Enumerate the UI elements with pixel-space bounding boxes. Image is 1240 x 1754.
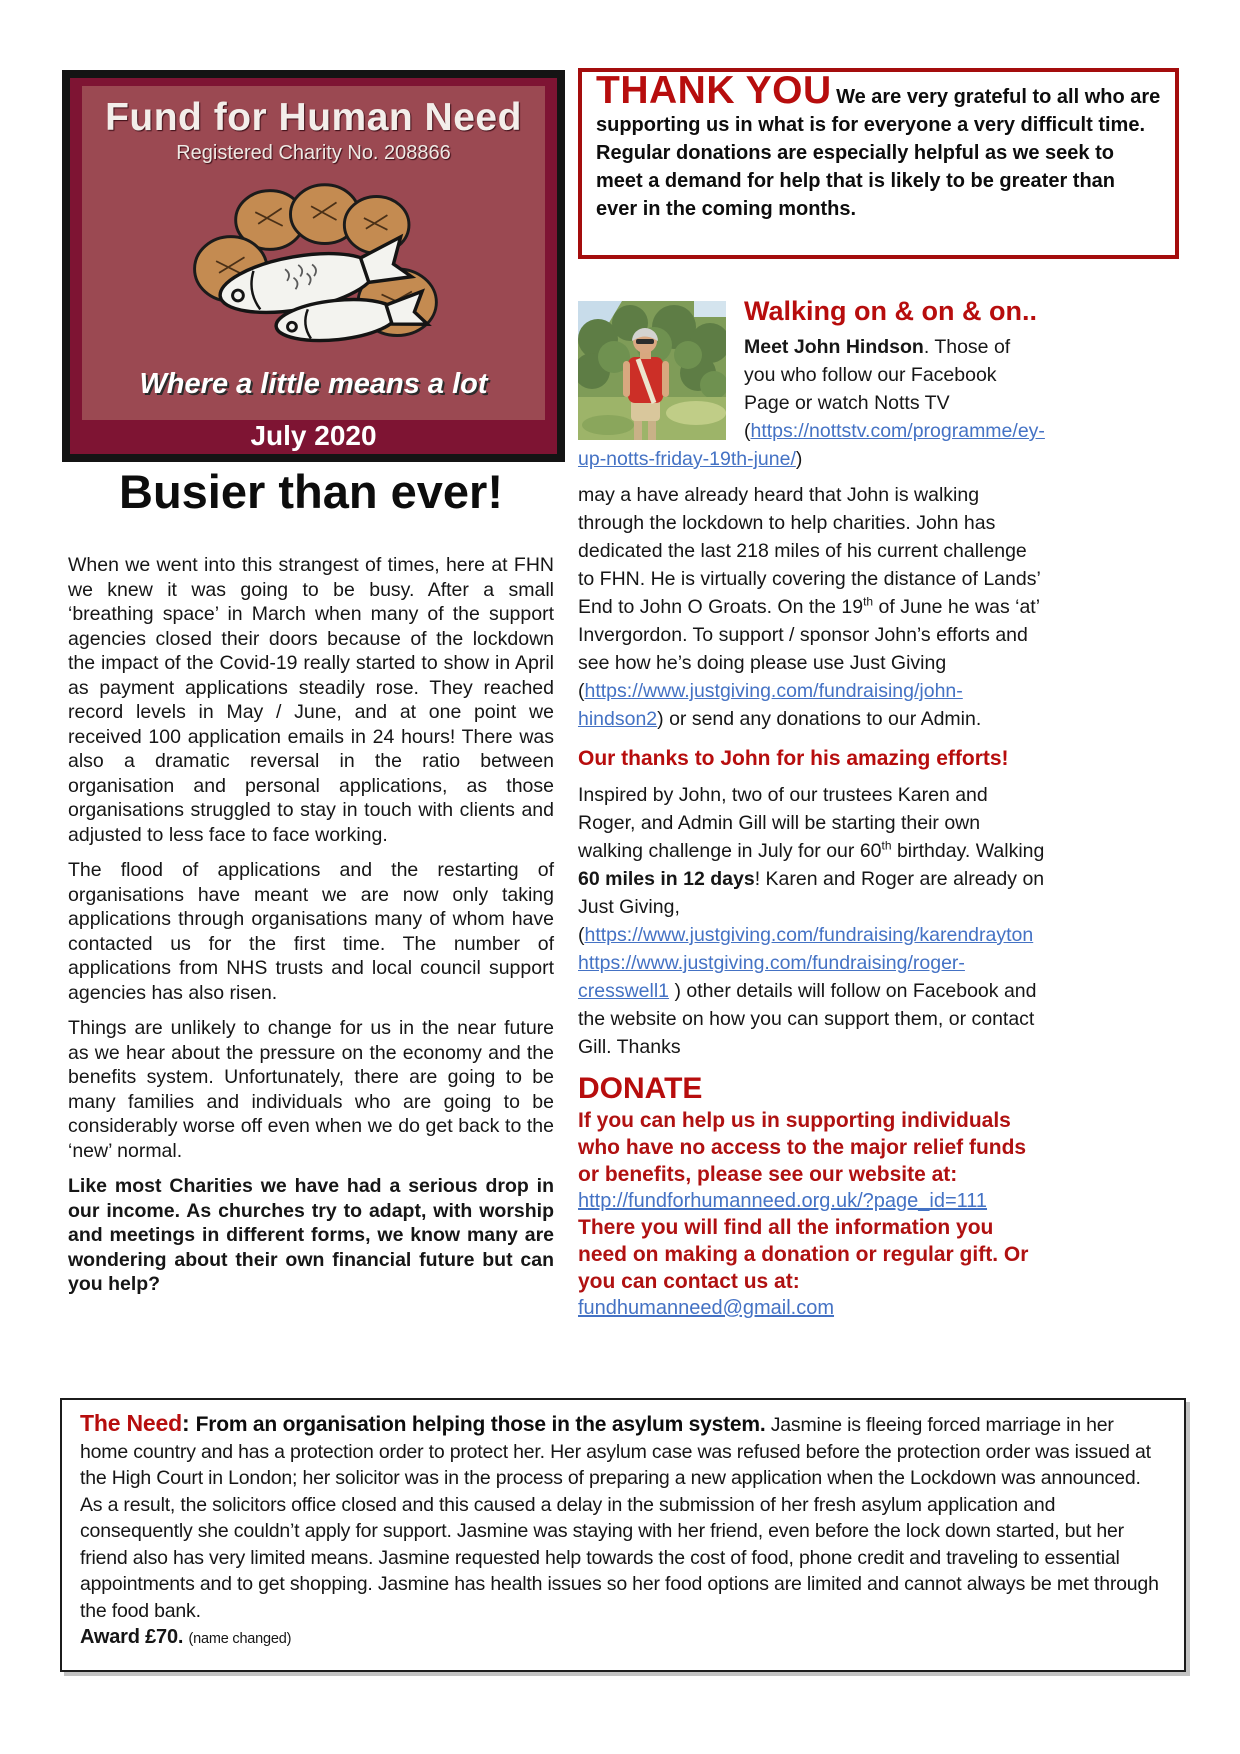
main-article-paragraph-2: The flood of applications and the restarting of organisations have meant we are now only taking applications through organisations many of whom have contacted us for the first time. The number of applications from NHS trusts and local council support agencies has also risen. [68, 859, 554, 1004]
justgiving-john-link[interactable]: https://www.justgiving.com/fundraising/john-hindson2 [578, 680, 963, 730]
website-donate-link[interactable]: http://fundforhumanneed.org.uk/?page_id=111 [578, 1190, 988, 1212]
the-need-box [60, 1398, 1186, 1672]
thank-you-title: THANK YOU [596, 69, 832, 112]
donate-paragraph-2: There you will find all the information you need on making a donation or regular gift. Or you can contact us at: [578, 1216, 1029, 1293]
main-article-title: Busier than ever! [119, 465, 503, 518]
charity-registration: Registered Charity No. 208866 [176, 142, 451, 164]
need-paragraph [80, 1410, 1166, 1624]
charity-logo-scan [82, 86, 545, 420]
donate-paragraph-1: If you can help us in supporting individuals who have no access to the major relief funds or benefits, please see our website at: [578, 1109, 1027, 1186]
need-award-line [80, 1624, 1166, 1653]
walking-p2-text-c: ) or send any donations to our Admin. [657, 708, 982, 730]
john-hindson-photo [578, 301, 726, 440]
meet-john-close: ) [795, 448, 803, 470]
walking-p2-superscript: th [863, 594, 874, 609]
thank-you-paragraph [596, 69, 1161, 224]
walking-p2-text-b: of June he was ‘at’ Invergordon. To support / sponsor John’s efforts and see how he’s doing please use Just Giving ( [578, 596, 1040, 702]
charity-name: Fund for Human Need [105, 96, 522, 139]
walking-p3-text-b: birthday. Walking [891, 840, 1045, 862]
nottstv-link[interactable]: https://nottstv.com/programme/ey-up-notts-friday-19th-june/ [578, 420, 1045, 470]
sixty-miles-bold: 60 miles in 12 days [578, 868, 755, 890]
walking-p3-text-a: Inspired by John, two of our trustees Karen and Roger, and Admin Gill will be starting their own walking challenge in July for our 60 [578, 784, 988, 862]
walking-paragraph-2 [578, 481, 1046, 733]
name-changed-note: (name changed) [188, 1631, 292, 1647]
need-colon: : [181, 1410, 196, 1436]
walking-p3-text-d: ) other details will follow on Facebook and the website on how you can support them, or contact Gill. Thanks [578, 980, 1037, 1058]
thank-you-box [578, 68, 1179, 259]
thanks-to-john-line: Our thanks to John for his amazing efforts! [578, 747, 1009, 770]
charity-logo-box [62, 70, 565, 462]
meet-john-text: . Those of you who follow our Facebook Page or watch Notts TV ( [744, 336, 1011, 442]
walking-article-title: Walking on & on & on.. [744, 296, 1037, 326]
walking-p2-text-a: may a have already heard that John is walking through the lockdown to help charities. John has dedicated the last 218 miles of his current challenge to FHN. He is virtually covering the distance of Lands’ End to John O Groats. On the 19 [578, 484, 1041, 618]
justgiving-karen-link[interactable]: https://www.justgiving.com/fundraising/karendrayton [584, 924, 1034, 946]
award-amount: Award £70. [80, 1626, 184, 1648]
walking-p3-text-c: ! Karen and Roger are already on Just Giving, ( [578, 868, 1045, 946]
main-article-paragraph-4: Like most Charities we have had a serious drop in our income. As churches try to adapt, with worship and meetings in different forms, we know many are wondering about their own financial future but can you help? [68, 1175, 554, 1295]
need-title: The Need [80, 1410, 182, 1436]
main-article-paragraph-1: When we went into this strangest of times, here at FHN we knew it was going to be busy. After a small ‘breathing space’ in March when many of the support agencies closed their doors because of the lockdown the impact of the Covid-19 really started to show in April as payment applications steadily rose. They reached record levels in May / June, and at one point we received 100 application emails in 24 hours! There was also a dramatic reversal in the ratio between organisation and personal applications, as those organisations struggled to stay in touch with clients and adjusted to less face to face working. [68, 554, 554, 846]
email-link[interactable]: fundhumanneed@gmail.com [578, 1297, 835, 1319]
thank-you-body: We are very grateful to all who are supporting us in what is for everyone a very difficult time. Regular donations are especially helpful as we seek to meet a demand for help that is likely to be greater than ever in the coming months. [596, 86, 1161, 220]
justgiving-roger-link[interactable]: https://www.justgiving.com/fundraising/roger-cresswell1 [578, 952, 965, 1002]
donate-title: DONATE [578, 1072, 703, 1105]
walking-paragraph-3 [578, 781, 1046, 1061]
loaves-and-fishes-illustration [82, 173, 545, 364]
main-article-body [68, 553, 554, 1308]
walking-p3-superscript: th [881, 838, 892, 853]
need-subtitle: From an organisation helping those in the asylum system. [195, 1413, 766, 1436]
need-body-text: Jasmine is fleeing forced marriage in her home country and has a protection order to protect her. Her asylum case was refused before the protection order was issued at the High Court in London; her solicitor was in the process of preparing a new application when the Lockdown was announced. As a result, the solicitors office closed and this caused a delay in the submission of her fresh asylum application and consequently she couldn’t apply for support. Jasmine was staying with her friend, even before the lock down started, but her friend also has very limited means. Jasmine requested help towards the cost of food, phone credit and traveling to essential appointments and to get shopping. Jasmine has health issues so her food options are limited and cannot always be met through the food bank. [80, 1414, 1159, 1622]
meet-john-bold: Meet John Hindson [744, 336, 924, 358]
charity-tagline: Where a little means a lot [139, 368, 488, 400]
walking-article [578, 291, 1046, 1321]
issue-date: July 2020 [250, 420, 377, 451]
main-article-paragraph-3: Things are unlikely to change for us in the near future as we hear about the pressure on the economy and the benefits system. Unfortunately, there are going to be many families and individuals who are going to be considerably worse off even when we do get back to the ‘new’ normal. [68, 1017, 554, 1162]
